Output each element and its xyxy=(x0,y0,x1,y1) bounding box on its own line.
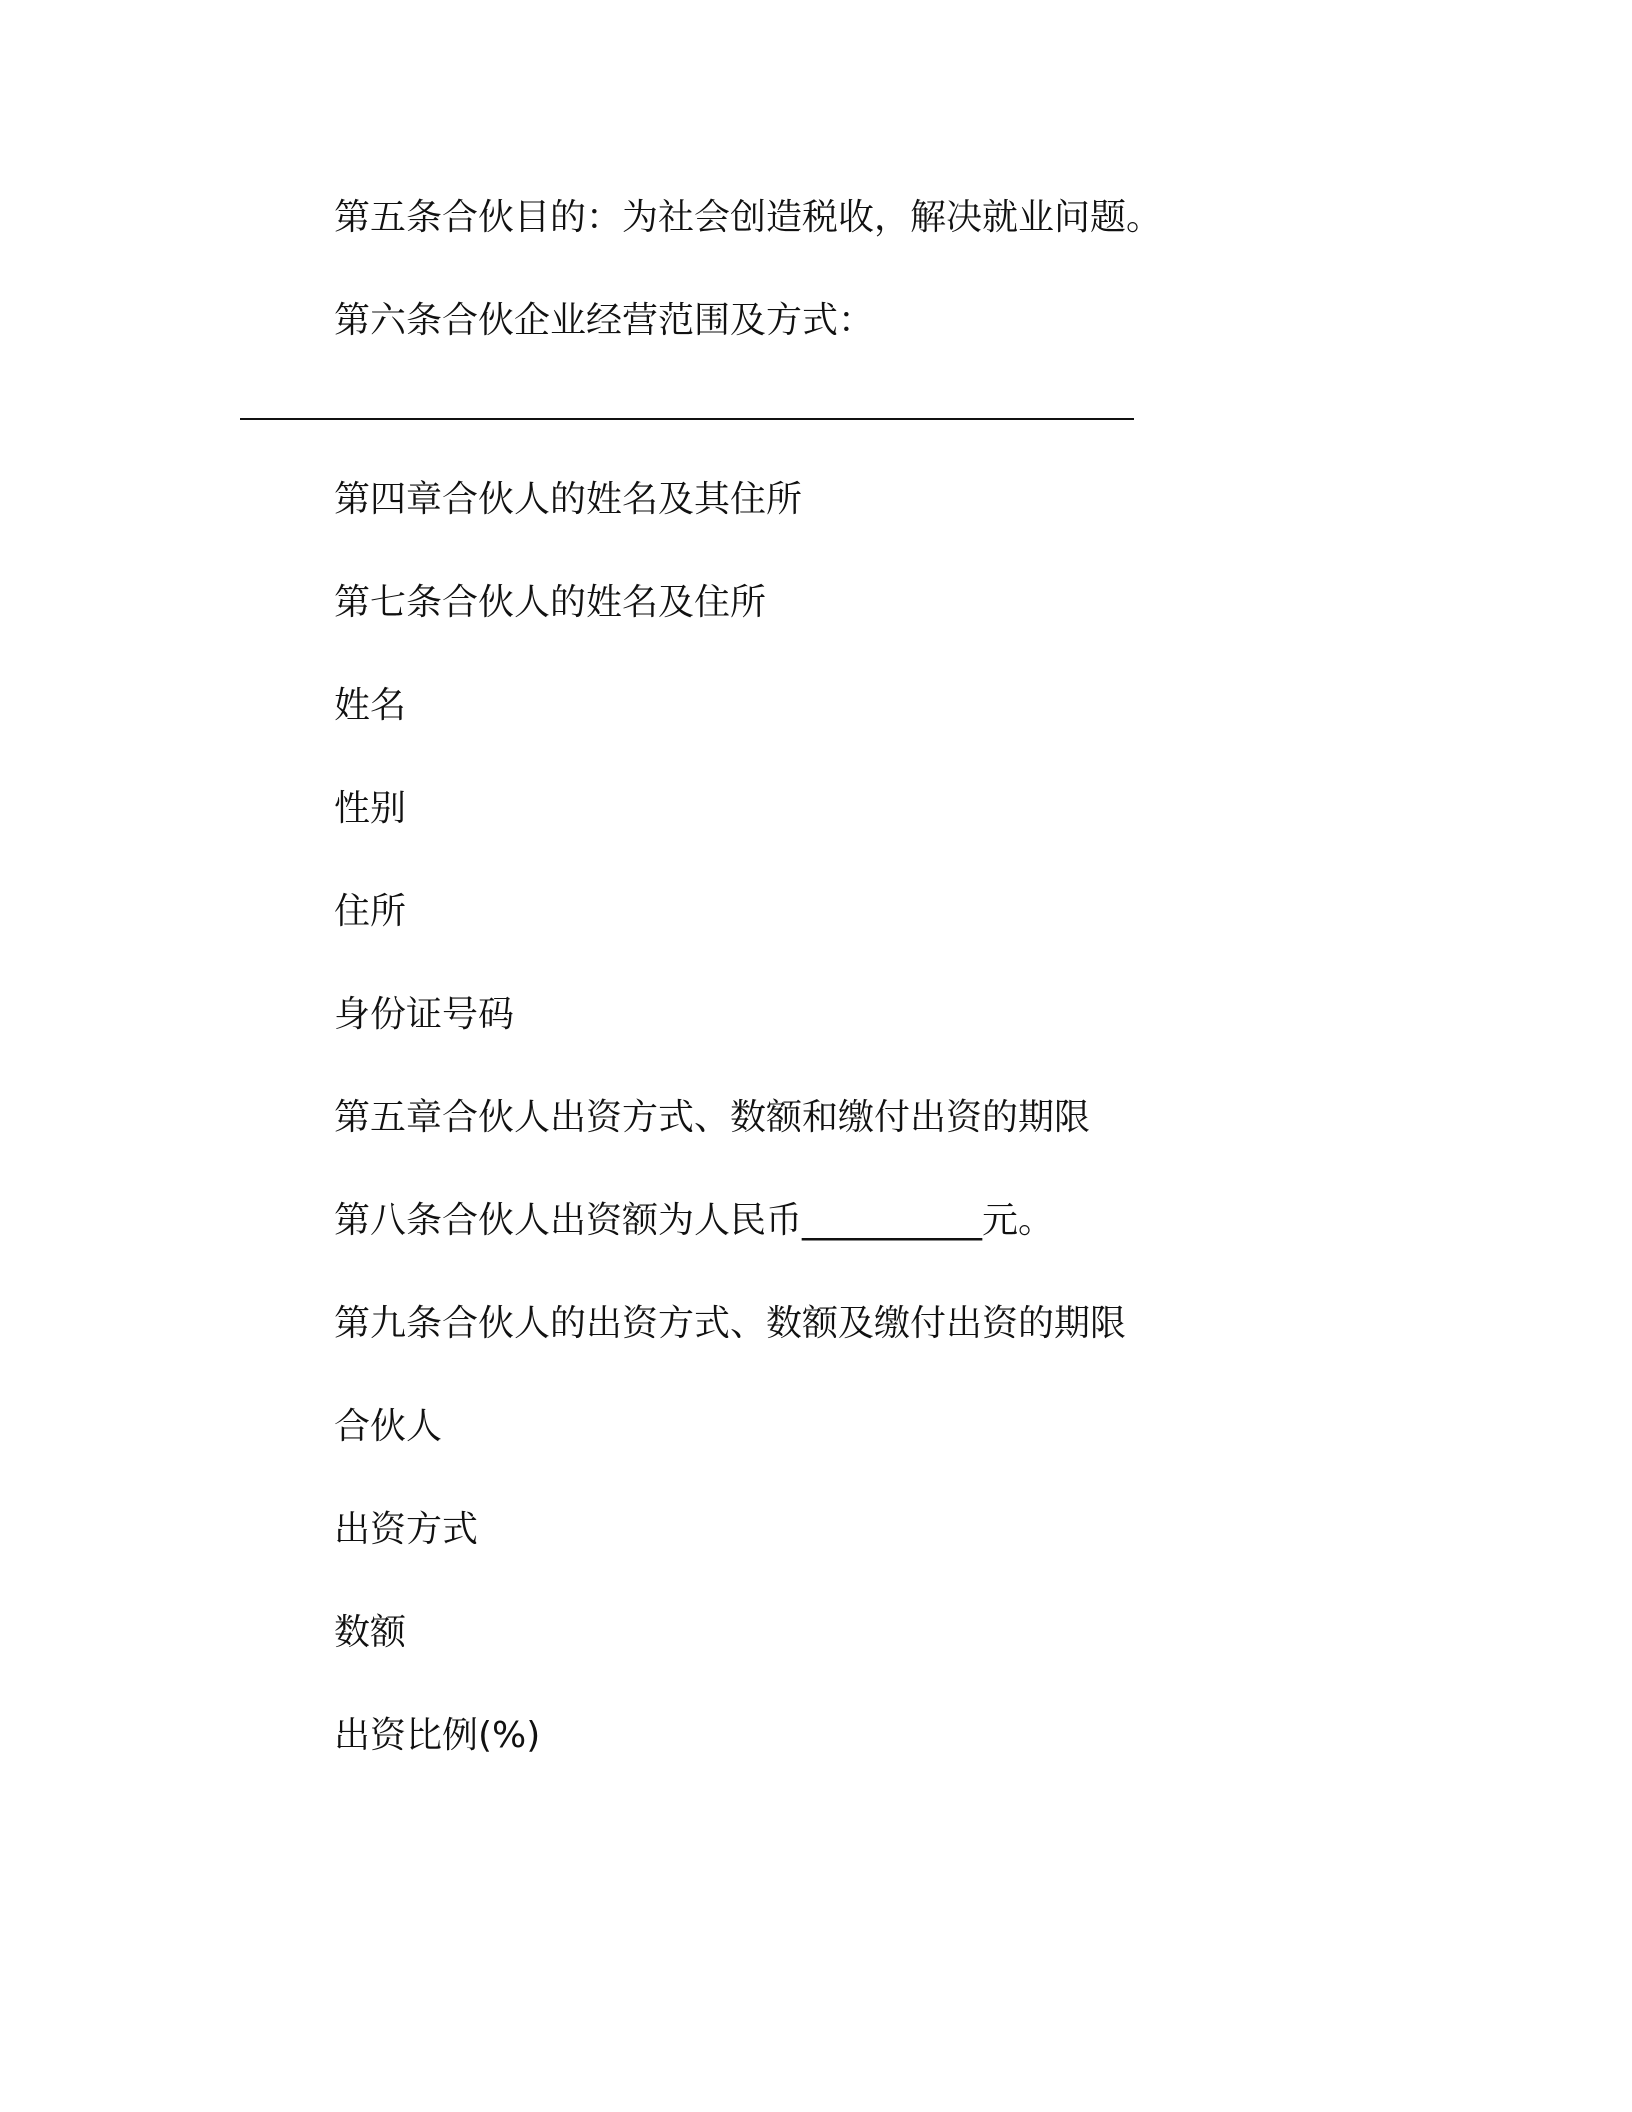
article-9-heading: 第九条合伙人的出资方式、数额及缴付出资的期限 xyxy=(334,1303,1127,1344)
blank-fill-line xyxy=(240,418,1134,420)
article-6-scope: 第六条合伙企业经营范围及方式： xyxy=(334,300,875,341)
field-label-address: 住所 xyxy=(334,891,407,932)
field-label-contribution-ratio: 出资比例(%) xyxy=(334,1715,541,1756)
chapter-4-heading: 第四章合伙人的姓名及其住所 xyxy=(334,479,803,520)
article-5-purpose: 第五条合伙目的：为社会创造税收，解决就业问题。 xyxy=(334,197,1163,238)
field-label-id-number: 身份证号码 xyxy=(334,994,515,1035)
field-label-contribution-method: 出资方式 xyxy=(334,1509,479,1550)
field-label-amount: 数额 xyxy=(334,1612,407,1653)
article-7-heading: 第七条合伙人的姓名及住所 xyxy=(334,582,767,623)
field-label-name: 姓名 xyxy=(334,685,407,726)
field-label-partner: 合伙人 xyxy=(334,1406,443,1447)
article-8-amount: 第八条合伙人出资额为人民币__________元。 xyxy=(334,1200,1055,1241)
chapter-5-heading: 第五章合伙人出资方式、数额和缴付出资的期限 xyxy=(334,1097,1091,1138)
field-label-gender: 性别 xyxy=(334,788,407,829)
